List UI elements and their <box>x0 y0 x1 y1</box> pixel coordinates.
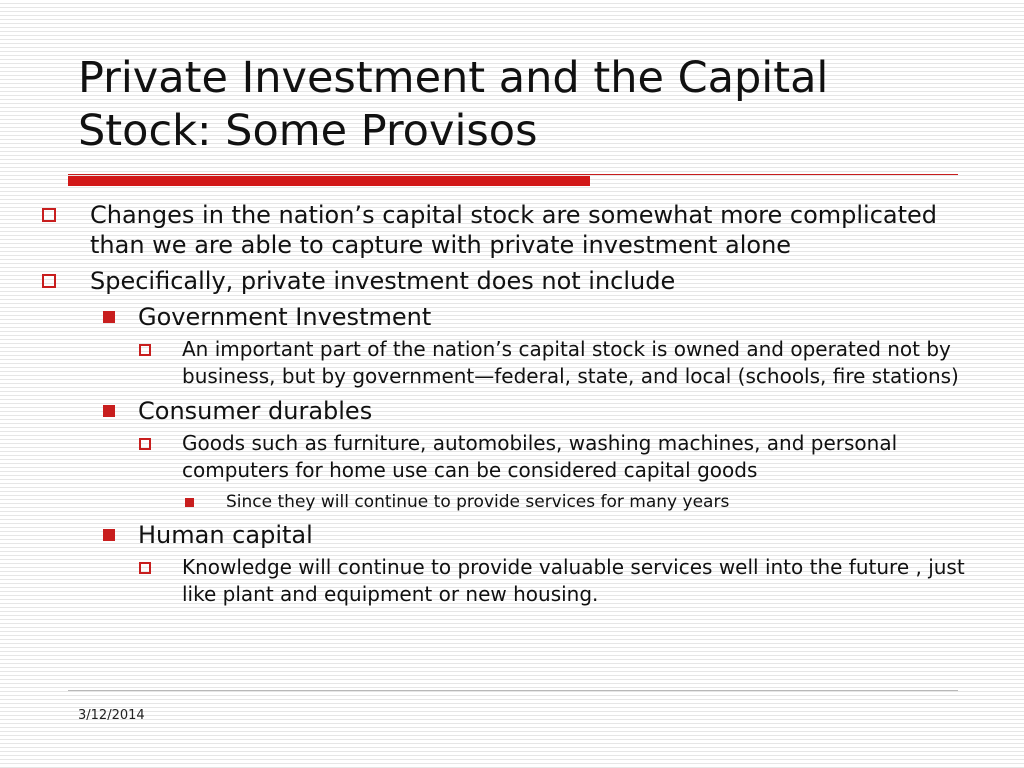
solid-square-bullet-icon <box>103 311 115 323</box>
hollow-square-bullet-icon <box>42 274 56 288</box>
footer-divider <box>68 690 958 691</box>
hollow-square-bullet-icon <box>139 562 151 574</box>
bullet-capital-stock-changes <box>40 200 990 260</box>
title-divider-accent-bar <box>68 176 590 186</box>
bullet-text: An important part of the nation’s capital stock is owned and operated not by business, but by government—federal, state, and local (schools, fire stations) <box>182 337 959 388</box>
bullet-does-not-include <box>40 266 990 296</box>
hollow-square-bullet-icon <box>139 438 151 450</box>
solid-square-bullet-icon <box>185 498 194 507</box>
bullet-text: Knowledge will continue to provide valuable services well into the future , just like plant and equipment or new housing. <box>182 555 965 606</box>
slide-title <box>78 52 978 158</box>
detail-government-investment <box>40 336 990 390</box>
slide-title-line-2: Stock: Some Provisos <box>78 106 538 156</box>
detail-consumer-durables <box>40 430 990 484</box>
sub-bullet-human-capital <box>40 520 990 550</box>
slide-date: 3/12/2014 <box>78 708 145 723</box>
slide-body <box>40 200 990 614</box>
detail-human-capital <box>40 554 990 608</box>
detail-durables-services <box>40 490 990 514</box>
sub-bullet-consumer-durables <box>40 396 990 426</box>
bullet-text: Specifically, private investment does not include <box>90 267 676 295</box>
bullet-text: Goods such as furniture, automobiles, washing machines, and personal computers for home use can be considered capital goods <box>182 431 898 482</box>
sub-bullet-government-investment <box>40 302 990 332</box>
hollow-square-bullet-icon <box>42 208 56 222</box>
slide-title-line-1: Private Investment and the Capital <box>78 53 829 103</box>
solid-square-bullet-icon <box>103 405 115 417</box>
bullet-text: Human capital <box>138 521 313 549</box>
title-divider-thin <box>68 174 958 175</box>
solid-square-bullet-icon <box>103 529 115 541</box>
bullet-text: Consumer durables <box>138 397 373 425</box>
bullet-text: Government Investment <box>138 303 432 331</box>
bullet-text: Since they will continue to provide services for many years <box>226 492 730 512</box>
bullet-text: Changes in the nation’s capital stock are somewhat more complicated than we are able to capture with private investment alone <box>90 201 938 259</box>
hollow-square-bullet-icon <box>139 344 151 356</box>
